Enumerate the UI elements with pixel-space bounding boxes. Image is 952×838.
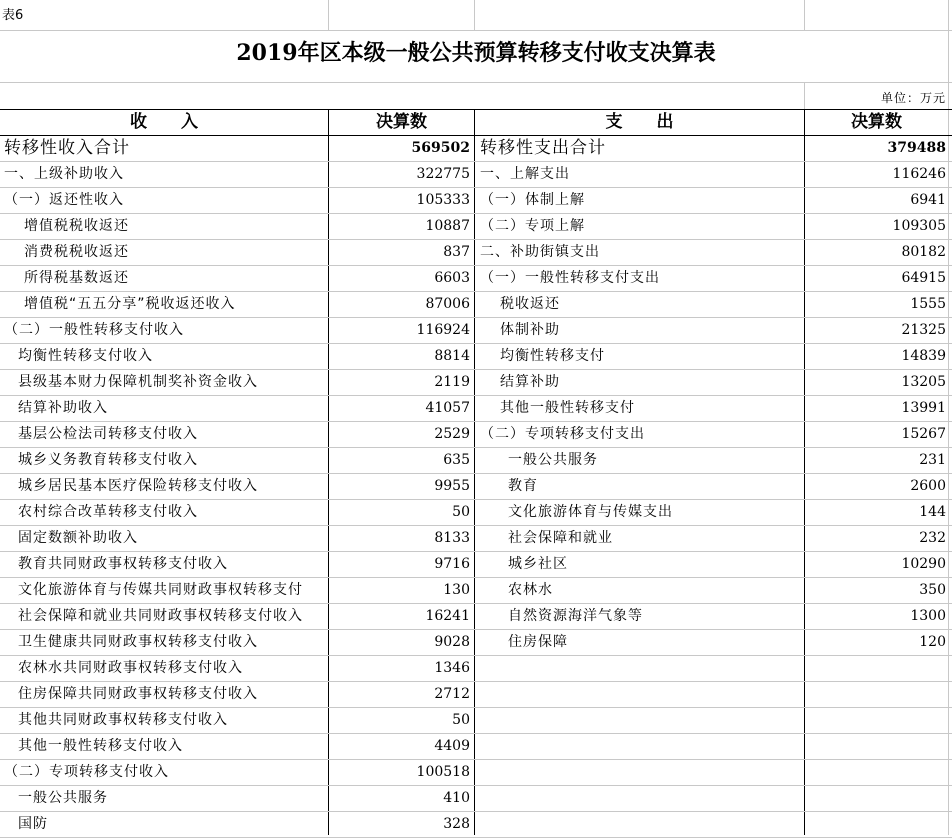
expense-label[interactable] (480, 785, 802, 811)
header-expense: 支 出 (605, 112, 674, 132)
expense-label[interactable]: 教育 (508, 478, 538, 494)
income-amount[interactable]: 837 (443, 244, 470, 260)
income-label[interactable]: （二）一般性转移支付收入 (4, 322, 184, 338)
expense-amount[interactable] (806, 759, 946, 785)
income-label[interactable]: 农村综合改革转移支付收入 (18, 504, 198, 520)
table-row (0, 733, 952, 759)
income-label[interactable]: （一）返还性收入 (4, 192, 124, 208)
expense-label[interactable] (480, 707, 802, 733)
income-label[interactable]: 教育共同财政事权转移支付收入 (18, 556, 228, 572)
header-income: 收 入 (130, 112, 198, 132)
income-amount[interactable]: 569502 (411, 140, 470, 156)
income-label[interactable]: 消费税税收返还 (24, 244, 129, 260)
expense-amount[interactable]: 232 (919, 530, 946, 546)
income-amount[interactable]: 2529 (434, 426, 470, 442)
table-row (0, 759, 952, 785)
expense-amount[interactable]: 2600 (910, 478, 946, 494)
income-amount[interactable]: 10887 (425, 218, 470, 234)
table-row (0, 239, 952, 265)
expense-label[interactable]: 城乡社区 (508, 556, 568, 572)
income-amount[interactable]: 87006 (425, 296, 470, 312)
expense-amount[interactable] (806, 707, 946, 733)
income-label[interactable]: 卫生健康共同财政事权转移支付收入 (18, 634, 258, 650)
income-amount[interactable]: 9716 (434, 556, 470, 572)
income-amount[interactable]: 410 (443, 790, 470, 806)
expense-label[interactable] (480, 733, 802, 759)
income-amount[interactable]: 2712 (434, 686, 470, 702)
expense-label[interactable]: 结算补助 (500, 374, 560, 390)
table-row (0, 265, 952, 291)
expense-amount[interactable] (806, 785, 946, 811)
table-row (0, 499, 952, 525)
expense-label[interactable]: 税收返还 (500, 296, 560, 312)
income-amount[interactable]: 4409 (434, 738, 470, 754)
page-title: 2019年区本级一般公共预算转移支付收支决算表 (236, 40, 716, 66)
income-amount[interactable]: 328 (443, 816, 470, 832)
income-amount[interactable]: 41057 (425, 400, 470, 416)
income-label[interactable]: 其他一般性转移支付收入 (18, 738, 183, 754)
table-row (0, 473, 952, 499)
income-label[interactable]: 均衡性转移支付收入 (18, 348, 153, 364)
table-row (0, 655, 952, 681)
income-label[interactable]: 所得税基数返还 (24, 270, 129, 286)
income-amount[interactable]: 50 (452, 504, 470, 520)
table-row (0, 577, 952, 603)
sheet-tag: 表6 (2, 8, 24, 23)
expense-label[interactable] (480, 811, 802, 837)
expense-label[interactable]: 均衡性转移支付 (500, 348, 605, 364)
income-amount[interactable]: 16241 (425, 608, 470, 624)
grid-line (0, 82, 952, 83)
income-label[interactable]: 增值税“五五分享”税收返还收入 (24, 296, 236, 312)
table-row (0, 213, 952, 239)
income-label[interactable]: 县级基本财力保障机制奖补资金收入 (18, 374, 258, 390)
expense-label[interactable]: 其他一般性转移支付 (500, 400, 635, 416)
income-label[interactable]: 农林水共同财政事权转移支付收入 (18, 660, 243, 676)
expense-amount[interactable]: 64915 (901, 270, 946, 286)
income-amount[interactable]: 8133 (434, 530, 470, 546)
table-row (0, 603, 952, 629)
expense-amount[interactable]: 379488 (887, 140, 946, 156)
expense-label[interactable]: 二、补助街镇支出 (480, 244, 600, 260)
income-label[interactable]: 社会保障和就业共同财政事权转移支付收入 (18, 608, 303, 624)
expense-amount[interactable]: 1555 (910, 296, 946, 312)
table-row (0, 161, 952, 187)
expense-label[interactable]: 体制补助 (500, 322, 560, 338)
expense-amount[interactable] (806, 655, 946, 681)
table-row (0, 681, 952, 707)
expense-amount[interactable]: 1300 (910, 608, 946, 624)
table-row (0, 811, 952, 837)
expense-amount[interactable] (806, 681, 946, 707)
table-row (0, 135, 952, 161)
table-row (0, 395, 952, 421)
income-amount[interactable]: 100518 (416, 764, 470, 780)
table-row (0, 629, 952, 655)
expense-amount[interactable]: 15267 (901, 426, 946, 442)
expense-amount[interactable]: 14839 (901, 348, 946, 364)
income-label[interactable]: 国防 (18, 816, 48, 832)
expense-amount[interactable] (806, 811, 946, 837)
income-amount[interactable]: 9955 (434, 478, 470, 494)
income-amount[interactable]: 6603 (434, 270, 470, 286)
expense-label[interactable]: 社会保障和就业 (508, 530, 613, 546)
expense-label[interactable]: 一、上解支出 (480, 166, 570, 182)
expense-label[interactable]: 一般公共服务 (508, 452, 598, 468)
income-amount[interactable]: 105333 (416, 192, 470, 208)
table-row (0, 447, 952, 473)
expense-amount[interactable]: 231 (919, 452, 946, 468)
expense-label[interactable]: 自然资源海洋气象等 (508, 608, 643, 624)
income-amount[interactable]: 9028 (434, 634, 470, 650)
expense-amount[interactable]: 144 (919, 504, 946, 520)
table-row (0, 551, 952, 577)
table-row (0, 291, 952, 317)
expense-label[interactable]: （一）一般性转移支付支出 (480, 270, 660, 286)
table-row (0, 525, 952, 551)
income-label[interactable]: 城乡居民基本医疗保险转移支付收入 (18, 478, 258, 494)
grid-line (0, 30, 952, 31)
unit-label: 单位：万元 (880, 91, 946, 105)
expense-amount[interactable]: 109305 (892, 218, 946, 234)
table-body (0, 135, 952, 837)
table-row (0, 785, 952, 811)
expense-label[interactable] (480, 681, 802, 707)
expense-amount[interactable]: 13205 (901, 374, 946, 390)
income-label[interactable]: 其他共同财政事权转移支付收入 (18, 712, 228, 728)
expense-amount[interactable]: 21325 (901, 322, 946, 338)
header-expense-amount: 决算数 (851, 112, 902, 132)
expense-label[interactable]: （二）专项转移支付支出 (480, 426, 645, 442)
income-amount[interactable]: 130 (443, 582, 470, 598)
expense-amount[interactable] (806, 733, 946, 759)
expense-amount[interactable]: 350 (919, 582, 946, 598)
income-amount[interactable]: 8814 (434, 348, 470, 364)
income-amount[interactable]: 1346 (434, 660, 470, 676)
expense-amount[interactable]: 10290 (901, 556, 946, 572)
grid-line (328, 0, 329, 30)
table-row (0, 369, 952, 395)
income-label[interactable]: （二）专项转移支付收入 (4, 764, 169, 780)
grid-line (474, 0, 475, 30)
expense-label[interactable]: （二）专项上解 (480, 218, 585, 234)
income-amount[interactable]: 50 (452, 712, 470, 728)
income-label[interactable]: 一般公共服务 (18, 790, 108, 806)
expense-amount[interactable]: 116246 (892, 166, 946, 182)
expense-label[interactable] (480, 759, 802, 785)
income-label[interactable]: 住房保障共同财政事权转移支付收入 (18, 686, 258, 702)
expense-label[interactable]: 转移性支出合计 (480, 138, 606, 158)
expense-amount[interactable]: 13991 (901, 400, 946, 416)
income-label[interactable]: 文化旅游体育与传媒共同财政事权转移支付 (18, 582, 303, 598)
expense-amount[interactable]: 120 (919, 634, 946, 650)
table-row (0, 317, 952, 343)
income-amount[interactable]: 322775 (416, 166, 470, 182)
income-amount[interactable]: 635 (443, 452, 470, 468)
income-label[interactable]: 增值税税收返还 (24, 218, 129, 234)
expense-label[interactable]: （一）体制上解 (480, 192, 585, 208)
income-amount[interactable]: 2119 (434, 374, 470, 390)
expense-label[interactable]: 农林水 (508, 582, 553, 598)
expense-label[interactable] (480, 655, 802, 681)
table-row (0, 421, 952, 447)
grid-line (804, 0, 805, 30)
expense-label[interactable]: 住房保障 (508, 634, 568, 650)
income-label[interactable]: 转移性收入合计 (4, 138, 130, 158)
expense-label[interactable]: 文化旅游体育与传媒支出 (508, 504, 673, 520)
income-label[interactable]: 基层公检法司转移支付收入 (18, 426, 198, 442)
income-label[interactable]: 结算补助收入 (18, 400, 108, 416)
income-amount[interactable]: 116924 (416, 322, 470, 338)
income-label[interactable]: 固定数额补助收入 (18, 530, 138, 546)
table-row (0, 187, 952, 213)
expense-amount[interactable]: 80182 (901, 244, 946, 260)
expense-amount[interactable]: 6941 (910, 192, 946, 208)
income-label[interactable]: 城乡义务教育转移支付收入 (18, 452, 198, 468)
table-row (0, 707, 952, 733)
header-income-amount: 决算数 (376, 112, 427, 132)
grid-line (804, 82, 805, 109)
income-label[interactable]: 一、上级补助收入 (4, 166, 124, 182)
table-row (0, 343, 952, 369)
